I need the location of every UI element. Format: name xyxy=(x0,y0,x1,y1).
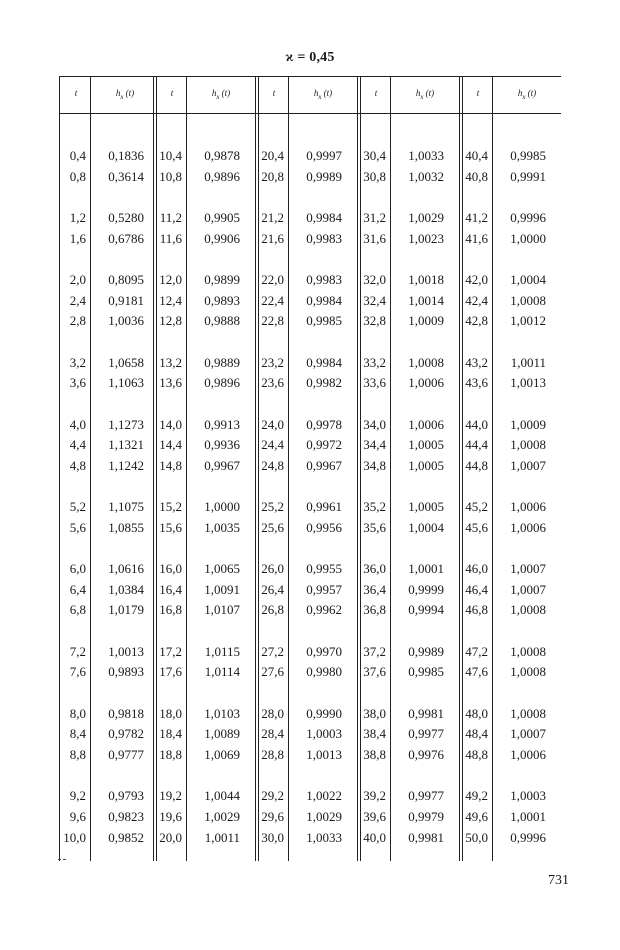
header-h-argument: (t) xyxy=(423,88,435,98)
header-h xyxy=(300,88,346,101)
table-cell-h: 1,0103 xyxy=(204,705,240,721)
table-cell-h: 1,0012 xyxy=(510,313,546,329)
data-table xyxy=(60,76,561,861)
table-cell-t: 43,2 xyxy=(465,354,488,370)
table-cell-t: 12,8 xyxy=(159,313,182,329)
table-cell-h: 1,0003 xyxy=(306,726,342,742)
table-cell-h: 1,0008 xyxy=(510,664,546,680)
table-cell-t: 40,0 xyxy=(363,829,386,845)
table-cell-t: 26,0 xyxy=(261,561,284,577)
table-cell-h: 1,0014 xyxy=(408,292,444,308)
table-cell-h: 0,9782 xyxy=(108,726,144,742)
table-cell-t: 28,0 xyxy=(261,705,284,721)
header-t: t xyxy=(74,88,78,98)
table-cell-h: 1,0006 xyxy=(510,747,546,762)
table-cell-h: 1,0007 xyxy=(510,561,546,577)
table-cell-h: 0,9956 xyxy=(306,519,342,535)
table-cell-t: 47,2 xyxy=(465,643,488,659)
table-cell-h: 0,9989 xyxy=(306,168,342,184)
header-h-subscript: x xyxy=(420,92,424,101)
table-cell-t: 36,8 xyxy=(363,602,386,618)
table-cell-t: 13,2 xyxy=(159,354,182,370)
table-cell-h: 0,9984 xyxy=(306,210,342,225)
table-cell-t: 9,2 xyxy=(69,788,86,804)
table-cell-h: 1,0023 xyxy=(408,230,444,246)
table-cell-t: 20,0 xyxy=(159,829,182,845)
table-cell-t: 8,8 xyxy=(69,747,86,762)
table-cell-t: 6,4 xyxy=(69,581,86,597)
table-cell-h: 0,9888 xyxy=(204,313,240,329)
table-cell-t: 41,2 xyxy=(465,210,488,225)
table-cell-h: 0,9984 xyxy=(306,354,342,370)
table-cell-t: 27,2 xyxy=(261,643,284,659)
table-cell-h: 1,0013 xyxy=(108,643,144,659)
table-cell-h: 0,3614 xyxy=(108,168,144,184)
table-cell-t: 1,2 xyxy=(69,210,86,225)
table-cell-t: 17,2 xyxy=(159,643,182,659)
table-left-border xyxy=(59,76,60,861)
table-cell-h: 1,0018 xyxy=(408,272,444,287)
table-cell-t: 27,6 xyxy=(261,664,284,680)
table-cell-h: 0,9980 xyxy=(306,664,342,680)
table-cell-t: 43,6 xyxy=(465,375,488,391)
table-cell-t: 30,4 xyxy=(363,148,386,163)
table-cell-t: 22,4 xyxy=(261,292,284,308)
table-cell-t: 34,4 xyxy=(363,437,386,453)
table-cell-t: 40,8 xyxy=(465,168,488,184)
table-cell-t: 28,8 xyxy=(261,747,284,762)
column-divider xyxy=(390,76,391,861)
table-cell-h: 1,0384 xyxy=(108,581,144,597)
table-cell-h: 1,0035 xyxy=(204,519,240,535)
table-tail-mark xyxy=(58,859,66,860)
table-cell-t: 4,8 xyxy=(69,457,86,473)
table-cell-t: 45,6 xyxy=(465,519,488,535)
table-cell-h: 1,0005 xyxy=(408,437,444,453)
table-cell-t: 33,2 xyxy=(363,354,386,370)
table-cell-h: 1,1242 xyxy=(108,457,144,473)
table-cell-t: 34,0 xyxy=(363,416,386,432)
table-cell-t: 29,6 xyxy=(261,809,284,824)
table-cell-t: 38,4 xyxy=(363,726,386,742)
table-cell-h: 0,9982 xyxy=(306,375,342,391)
table-cell-h: 1,0029 xyxy=(306,809,342,824)
header-h-argument: (t) xyxy=(321,88,333,98)
table-cell-h: 0,9777 xyxy=(108,747,144,762)
table-cell-t: 15,2 xyxy=(159,499,182,515)
table-cell-t: 21,2 xyxy=(261,210,284,225)
table-cell-t: 32,8 xyxy=(363,313,386,329)
table-cell-t: 12,0 xyxy=(159,272,182,287)
table-cell-h: 0,9985 xyxy=(408,664,444,680)
header-h-symbol: h xyxy=(517,88,523,98)
group-divider xyxy=(459,76,463,861)
table-cell-t: 35,2 xyxy=(363,499,386,515)
table-cell-t: 18,8 xyxy=(159,747,182,762)
table-cell-t: 5,2 xyxy=(69,499,86,515)
column-divider xyxy=(492,76,493,861)
table-cell-h: 0,9979 xyxy=(408,809,444,824)
table-cell-t: 31,6 xyxy=(363,230,386,246)
table-cell-h: 1,0069 xyxy=(204,747,240,762)
table-cell-t: 12,4 xyxy=(159,292,182,308)
header-h-subscript: x xyxy=(120,92,124,101)
table-cell-t: 22,8 xyxy=(261,313,284,329)
table-cell-h: 0,1836 xyxy=(108,148,144,163)
table-cell-t: 25,6 xyxy=(261,519,284,535)
table-cell-h: 1,0006 xyxy=(510,499,546,515)
table-cell-t: 14,4 xyxy=(159,437,182,453)
table-cell-h: 1,0013 xyxy=(306,747,342,762)
table-cell-h: 1,1075 xyxy=(108,499,144,515)
table-cell-h: 0,9893 xyxy=(204,292,240,308)
table-cell-t: 18,4 xyxy=(159,726,182,742)
table-cell-h: 1,1063 xyxy=(108,375,144,391)
table-cell-t: 11,2 xyxy=(159,210,182,225)
table-cell-t: 46,0 xyxy=(465,561,488,577)
table-cell-t: 29,2 xyxy=(261,788,284,804)
table-cell-h: 1,0044 xyxy=(204,788,240,804)
table-cell-h: 1,0007 xyxy=(510,726,546,742)
table-cell-h: 1,0033 xyxy=(306,829,342,845)
table-cell-h: 0,9976 xyxy=(408,747,444,762)
table-cell-h: 1,0011 xyxy=(204,829,240,845)
group-divider xyxy=(357,76,361,861)
table-cell-h: 1,0007 xyxy=(510,581,546,597)
table-cell-t: 2,8 xyxy=(69,313,86,329)
table-cell-t: 18,0 xyxy=(159,705,182,721)
table-cell-t: 17,6 xyxy=(159,664,182,680)
table-cell-h: 1,0032 xyxy=(408,168,444,184)
table-cell-t: 20,4 xyxy=(261,148,284,163)
table-cell-t: 13,6 xyxy=(159,375,182,391)
table-cell-t: 23,6 xyxy=(261,375,284,391)
column-divider xyxy=(288,76,289,861)
table-cell-t: 16,8 xyxy=(159,602,182,618)
header-h-symbol: h xyxy=(415,88,421,98)
table-cell-h: 1,0036 xyxy=(108,313,144,329)
table-cell-t: 47,6 xyxy=(465,664,488,680)
table-cell-h: 0,9913 xyxy=(204,416,240,432)
table-cell-h: 1,0013 xyxy=(510,375,546,391)
table-cell-h: 1,0008 xyxy=(510,705,546,721)
header-h-subscript: x xyxy=(216,92,220,101)
table-cell-h: 0,9983 xyxy=(306,272,342,287)
table-cell-t: 38,8 xyxy=(363,747,386,762)
table-cell-h: 1,0006 xyxy=(408,416,444,432)
table-cell-t: 35,6 xyxy=(363,519,386,535)
table-cell-t: 42,8 xyxy=(465,313,488,329)
table-cell-h: 1,0091 xyxy=(204,581,240,597)
table-cell-t: 26,8 xyxy=(261,602,284,618)
table-cell-h: 1,0855 xyxy=(108,519,144,535)
table-cell-h: 0,9978 xyxy=(306,416,342,432)
table-cell-t: 8,0 xyxy=(69,705,86,721)
table-cell-h: 1,1321 xyxy=(108,437,144,453)
table-cell-t: 26,4 xyxy=(261,581,284,597)
table-cell-t: 44,8 xyxy=(465,457,488,473)
table-cell-t: 39,6 xyxy=(363,809,386,824)
table-cell-h: 0,9896 xyxy=(204,375,240,391)
table-cell-t: 3,2 xyxy=(69,354,86,370)
table-cell-h: 0,9905 xyxy=(204,210,240,225)
table-cell-t: 10,0 xyxy=(63,829,86,845)
table-top-rule xyxy=(60,76,561,77)
table-cell-h: 0,9972 xyxy=(306,437,342,453)
table-cell-t: 38,0 xyxy=(363,705,386,721)
table-cell-t: 46,8 xyxy=(465,602,488,618)
table-cell-h: 0,9989 xyxy=(408,643,444,659)
table-cell-h: 1,0003 xyxy=(510,788,546,804)
table-cell-h: 1,0115 xyxy=(204,643,240,659)
table-cell-t: 31,2 xyxy=(363,210,386,225)
table-cell-h: 0,9985 xyxy=(306,313,342,329)
table-cell-h: 0,9991 xyxy=(510,168,546,184)
table-cell-t: 30,0 xyxy=(261,829,284,845)
table-cell-t: 24,0 xyxy=(261,416,284,432)
header-t: t xyxy=(374,88,378,98)
table-cell-t: 42,0 xyxy=(465,272,488,287)
table-cell-t: 48,0 xyxy=(465,705,488,721)
header-h xyxy=(198,88,244,101)
table-cell-h: 1,0022 xyxy=(306,788,342,804)
group-divider xyxy=(153,76,157,861)
table-cell-t: 49,2 xyxy=(465,788,488,804)
table-cell-h: 1,0000 xyxy=(204,499,240,515)
table-cell-h: 0,9852 xyxy=(108,829,144,845)
table-cell-t: 9,6 xyxy=(69,809,86,824)
table-cell-h: 0,9996 xyxy=(510,829,546,845)
table-cell-h: 0,9893 xyxy=(108,664,144,680)
table-cell-t: 16,0 xyxy=(159,561,182,577)
table-cell-h: 1,0004 xyxy=(408,519,444,535)
table-cell-h: 1,0005 xyxy=(408,457,444,473)
table-cell-t: 1,6 xyxy=(69,230,86,246)
table-cell-h: 1,0009 xyxy=(408,313,444,329)
table-cell-h: 0,9961 xyxy=(306,499,342,515)
table-cell-t: 7,2 xyxy=(69,643,86,659)
table-cell-t: 44,0 xyxy=(465,416,488,432)
column-divider xyxy=(186,76,187,861)
table-cell-t: 8,4 xyxy=(69,726,86,742)
table-cell-h: 0,9981 xyxy=(408,705,444,721)
header-t: t xyxy=(476,88,480,98)
table-cell-h: 1,0011 xyxy=(510,354,546,370)
table-cell-h: 1,0008 xyxy=(510,643,546,659)
table-cell-t: 5,6 xyxy=(69,519,86,535)
header-rule xyxy=(60,113,561,114)
header-h xyxy=(102,88,148,101)
table-cell-t: 39,2 xyxy=(363,788,386,804)
table-cell-h: 1,0089 xyxy=(204,726,240,742)
table-cell-t: 48,4 xyxy=(465,726,488,742)
table-cell-t: 19,2 xyxy=(159,788,182,804)
header-t: t xyxy=(170,88,174,98)
table-cell-h: 1,0616 xyxy=(108,561,144,577)
table-cell-t: 2,4 xyxy=(69,292,86,308)
header-h-symbol: h xyxy=(211,88,217,98)
table-cell-t: 0,8 xyxy=(69,168,86,184)
table-cell-h: 0,5280 xyxy=(108,210,144,225)
header-t: t xyxy=(272,88,276,98)
table-cell-t: 28,4 xyxy=(261,726,284,742)
table-cell-h: 0,9906 xyxy=(204,230,240,246)
table-cell-t: 50,0 xyxy=(465,829,488,845)
table-cell-h: 0,9936 xyxy=(204,437,240,453)
table-cell-t: 20,8 xyxy=(261,168,284,184)
header-h xyxy=(504,88,550,101)
table-cell-h: 1,0029 xyxy=(204,809,240,824)
table-cell-h: 1,0658 xyxy=(108,354,144,370)
table-cell-t: 32,0 xyxy=(363,272,386,287)
table-cell-h: 0,9793 xyxy=(108,788,144,804)
table-cell-t: 6,0 xyxy=(69,561,86,577)
header-h xyxy=(402,88,448,101)
column-divider xyxy=(90,76,91,861)
table-cell-h: 0,9967 xyxy=(306,457,342,473)
header-h-argument: (t) xyxy=(219,88,231,98)
table-cell-t: 36,0 xyxy=(363,561,386,577)
table-cell-t: 22,0 xyxy=(261,272,284,287)
table-cell-h: 0,9962 xyxy=(306,602,342,618)
table-cell-h: 1,0008 xyxy=(408,354,444,370)
table-cell-h: 0,9957 xyxy=(306,581,342,597)
header-h-subscript: x xyxy=(318,92,322,101)
page-number: 731 xyxy=(548,873,569,888)
table-cell-h: 1,0001 xyxy=(408,561,444,577)
table-cell-h: 0,9990 xyxy=(306,705,342,721)
table-cell-h: 0,9977 xyxy=(408,788,444,804)
table-cell-h: 0,9889 xyxy=(204,354,240,370)
table-cell-t: 19,6 xyxy=(159,809,182,824)
table-cell-h: 0,9967 xyxy=(204,457,240,473)
table-cell-h: 1,0006 xyxy=(408,375,444,391)
table-cell-h: 0,9970 xyxy=(306,643,342,659)
table-cell-t: 48,8 xyxy=(465,747,488,762)
table-cell-h: 1,0065 xyxy=(204,561,240,577)
table-cell-h: 0,9899 xyxy=(204,272,240,287)
table-cell-t: 30,8 xyxy=(363,168,386,184)
header-h-argument: (t) xyxy=(123,88,135,98)
table-cell-h: 1,0179 xyxy=(108,602,144,618)
table-cell-t: 10,4 xyxy=(159,148,182,163)
table-cell-t: 36,4 xyxy=(363,581,386,597)
table-cell-t: 2,0 xyxy=(69,272,86,287)
table-cell-t: 24,8 xyxy=(261,457,284,473)
table-cell-t: 14,8 xyxy=(159,457,182,473)
table-cell-t: 16,4 xyxy=(159,581,182,597)
table-cell-h: 0,9878 xyxy=(204,148,240,163)
table-cell-h: 0,6786 xyxy=(108,230,144,246)
table-cell-t: 0,4 xyxy=(69,148,86,163)
table-cell-t: 14,0 xyxy=(159,416,182,432)
table-cell-t: 33,6 xyxy=(363,375,386,391)
table-cell-h: 1,0004 xyxy=(510,272,546,287)
header-h-subscript: x xyxy=(522,92,526,101)
table-cell-h: 1,0001 xyxy=(510,809,546,824)
table-cell-h: 1,0029 xyxy=(408,210,444,225)
table-cell-h: 0,9981 xyxy=(408,829,444,845)
table-cell-h: 1,0008 xyxy=(510,602,546,618)
table-cell-t: 37,6 xyxy=(363,664,386,680)
table-cell-t: 7,6 xyxy=(69,664,86,680)
table-cell-t: 21,6 xyxy=(261,230,284,246)
table-cell-h: 0,9955 xyxy=(306,561,342,577)
table-cell-h: 0,9994 xyxy=(408,602,444,618)
table-cell-t: 46,4 xyxy=(465,581,488,597)
table-cell-h: 0,9984 xyxy=(306,292,342,308)
table-cell-h: 0,9985 xyxy=(510,148,546,163)
table-cell-h: 1,0007 xyxy=(510,457,546,473)
table-cell-h: 0,9896 xyxy=(204,168,240,184)
table-cell-t: 3,6 xyxy=(69,375,86,391)
table-cell-t: 40,4 xyxy=(465,148,488,163)
table-cell-h: 0,9983 xyxy=(306,230,342,246)
table-cell-t: 32,4 xyxy=(363,292,386,308)
table-cell-h: 1,0008 xyxy=(510,292,546,308)
table-cell-h: 0,9181 xyxy=(108,292,144,308)
table-cell-h: 1,0033 xyxy=(408,148,444,163)
table-cell-h: 1,0008 xyxy=(510,437,546,453)
table-cell-h: 0,9977 xyxy=(408,726,444,742)
table-cell-h: 1,0006 xyxy=(510,519,546,535)
table-cell-t: 4,4 xyxy=(69,437,86,453)
table-cell-h: 1,0000 xyxy=(510,230,546,246)
table-cell-t: 15,6 xyxy=(159,519,182,535)
header-h-symbol: h xyxy=(313,88,319,98)
table-cell-t: 11,6 xyxy=(159,230,182,246)
table-cell-t: 44,4 xyxy=(465,437,488,453)
table-cell-h: 1,0107 xyxy=(204,602,240,618)
table-cell-h: 0,9997 xyxy=(306,148,342,163)
header-h-symbol: h xyxy=(115,88,121,98)
table-cell-t: 4,0 xyxy=(69,416,86,432)
table-cell-h: 0,9999 xyxy=(408,581,444,597)
table-cell-t: 25,2 xyxy=(261,499,284,515)
group-divider xyxy=(255,76,259,861)
table-cell-t: 23,2 xyxy=(261,354,284,370)
table-title: ϰ = 0,45 xyxy=(285,50,335,65)
table-cell-t: 34,8 xyxy=(363,457,386,473)
table-cell-t: 45,2 xyxy=(465,499,488,515)
table-cell-h: 1,1273 xyxy=(108,416,144,432)
table-cell-t: 6,8 xyxy=(69,602,86,618)
table-cell-t: 41,6 xyxy=(465,230,488,246)
table-cell-h: 0,9823 xyxy=(108,809,144,824)
table-cell-h: 0,8095 xyxy=(108,272,144,287)
table-cell-h: 0,9996 xyxy=(510,210,546,225)
table-cell-h: 1,0114 xyxy=(204,664,240,680)
table-cell-t: 37,2 xyxy=(363,643,386,659)
table-cell-h: 0,9818 xyxy=(108,705,144,721)
table-cell-t: 42,4 xyxy=(465,292,488,308)
table-cell-h: 1,0009 xyxy=(510,416,546,432)
table-cell-t: 24,4 xyxy=(261,437,284,453)
table-cell-h: 1,0005 xyxy=(408,499,444,515)
header-h-argument: (t) xyxy=(525,88,537,98)
table-cell-t: 49,6 xyxy=(465,809,488,824)
table-cell-t: 10,8 xyxy=(159,168,182,184)
